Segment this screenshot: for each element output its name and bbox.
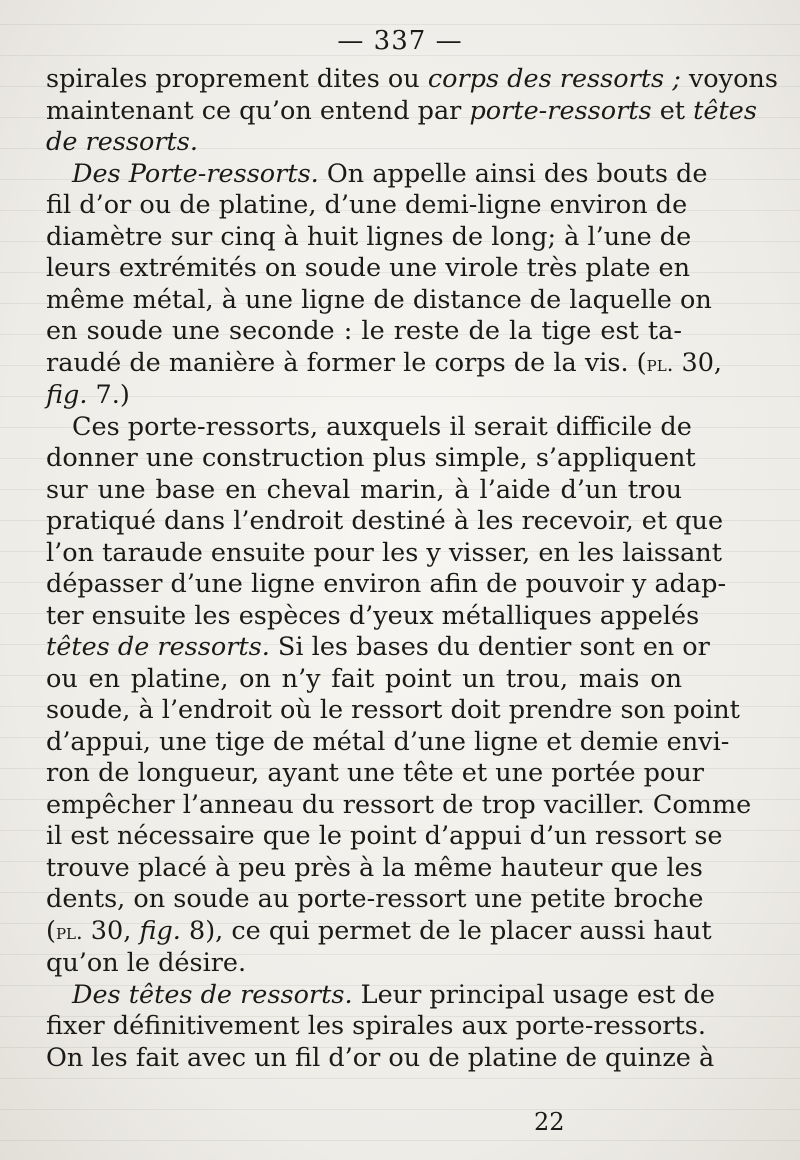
text-segment: dépasser d’une ligne environ afin de pouvoir y adap- — [46, 569, 727, 599]
text-line — [46, 664, 682, 696]
text-segment: On les fait avec un fil d’or ou de platine de quinze à — [46, 1042, 715, 1073]
text-line — [46, 1011, 706, 1043]
text-segment: ou en platine, on n’y fait point un trou, mais on — [46, 663, 682, 694]
text-line — [46, 158, 708, 191]
text-segment: même métal, à une ligne de distance de laquelle on — [46, 284, 712, 315]
text-line — [46, 915, 712, 949]
text-line — [46, 316, 682, 348]
text-line — [46, 979, 715, 1012]
text-segment: d’appui, une tige de métal d’une ligne et demie envi- — [46, 726, 730, 757]
italic-segment: de ressorts. — [46, 127, 198, 157]
text-line — [46, 600, 700, 633]
text-line — [46, 64, 778, 96]
text-segment: voyons — [680, 64, 778, 94]
text-segment: l’on taraude ensuite pour les y visser, en les laissant — [46, 537, 722, 568]
text-segment: Ces porte-ressorts, auxquels il serait difficile de — [72, 411, 692, 442]
text-line — [46, 852, 703, 885]
text-line — [46, 726, 730, 759]
text-segment: On appelle ainsi des bouts de — [318, 158, 708, 189]
text-segment: maintenant ce qu’on entend par — [46, 95, 470, 126]
text-line — [46, 284, 712, 317]
text-line — [46, 506, 724, 538]
text-segment: ( — [46, 915, 56, 946]
italic-segment: fig. — [139, 915, 181, 946]
text-line — [46, 221, 692, 254]
text-segment: ron de longueur, ayant une tête et une portée pour — [46, 758, 704, 788]
text-segment: sur une base en cheval marin, à l’aide d’un trou — [46, 474, 682, 505]
text-line — [46, 789, 752, 822]
text-line — [46, 884, 704, 916]
body-text — [46, 64, 778, 1074]
italic-segment: têtes — [693, 95, 757, 126]
text-segment: en soude une seconde : le reste de la tige est ta- — [46, 316, 682, 346]
text-line — [46, 475, 682, 507]
text-segment: Leur principal usage est de — [352, 979, 715, 1010]
text-segment: 8), ce qui permet de le placer aussi haut — [180, 915, 712, 946]
text-segment: trouve placé à peu près à la même hauteur que les — [46, 852, 703, 883]
text-segment: 30, — [673, 347, 723, 378]
text-segment: et — [651, 95, 694, 126]
text-segment: Si les bases du dentier sont en or — [269, 632, 710, 662]
text-line — [46, 569, 727, 601]
text-line — [46, 127, 682, 159]
text-segment: 30, — [82, 915, 140, 946]
text-segment: dents, on soude au porte-ressort une petite broche — [46, 884, 704, 914]
text-segment: il est nécessaire que le point d’appui d’un ressort se — [46, 821, 723, 851]
text-segment: empêcher l’anneau du ressort de trop vaciller. Comme — [46, 789, 752, 820]
text-line — [46, 380, 682, 412]
text-line — [46, 695, 740, 727]
text-segment: fil d’or ou de platine, d’une demi-ligne environ de — [46, 190, 688, 220]
italic-segment: Des Porte-ressorts. — [72, 158, 319, 189]
text-segment: raudé de manière à former le corps de la vis. ( — [46, 347, 647, 378]
small-caps-segment: pl. — [55, 919, 83, 944]
text-line — [46, 758, 704, 790]
italic-segment: Des têtes de ressorts. — [72, 979, 353, 1010]
italic-segment: fig. — [46, 380, 88, 410]
text-segment: ter ensuite les espèces d’yeux métalliques appelés — [46, 600, 700, 631]
text-line — [46, 1042, 715, 1075]
small-caps-segment: pl. — [646, 351, 674, 376]
text-segment: fixer définitivement les spirales aux porte-ressorts. — [46, 1011, 706, 1041]
text-segment: qu’on le désire. — [46, 948, 247, 978]
text-line — [46, 948, 682, 980]
text-line — [46, 253, 691, 285]
italic-segment: porte-ressorts — [469, 95, 652, 126]
text-line — [46, 347, 723, 381]
text-line — [46, 95, 757, 128]
italic-segment: têtes de ressorts. — [46, 632, 270, 662]
text-line — [46, 821, 723, 853]
italic-segment: corps des ressorts ; — [427, 64, 681, 94]
text-segment: soude, à l’endroit où le ressort doit prendre son point — [46, 695, 740, 725]
page-number: — 337 — — [337, 26, 463, 56]
text-line — [46, 411, 692, 444]
text-line — [46, 632, 710, 664]
text-segment: 7.) — [87, 380, 130, 410]
text-segment: donner une construction plus simple, s’appliquent — [46, 443, 696, 473]
text-line — [46, 443, 696, 475]
signature-mark: 22 — [534, 1108, 565, 1136]
text-line — [46, 190, 688, 222]
text-line — [46, 537, 722, 570]
text-segment: diamètre sur cinq à huit lignes de long; à l’une de — [46, 221, 692, 252]
text-segment: leurs extrémités on soude une virole très plate en — [46, 253, 691, 283]
text-segment: pratiqué dans l’endroit destiné à les recevoir, et que — [46, 506, 724, 536]
text-segment: spirales proprement dites ou — [46, 64, 428, 94]
